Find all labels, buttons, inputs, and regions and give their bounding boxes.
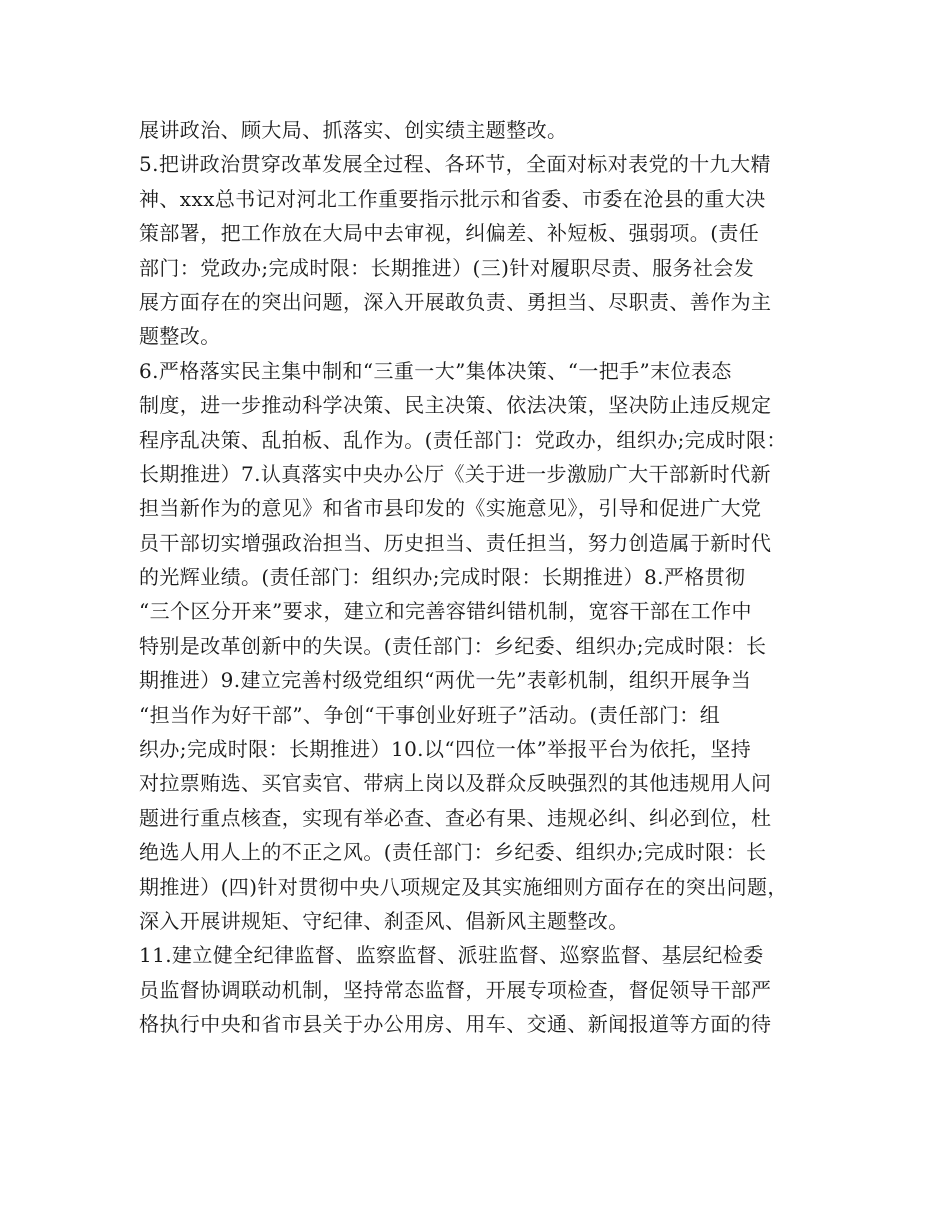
text-line: 深入开展讲规矩、守纪律、刹歪风、倡新风主题整改。 (139, 908, 629, 933)
text-line: 期推进）9.建立完善村级党组织“两优一先”表彰机制，组织开展争当 (139, 668, 752, 693)
text-line: 展方面存在的突出问题，深入开展敢负责、勇担当、尽职责、善作为主 (139, 289, 772, 314)
text-line: “担当作为好干部”、争创“干事创业好班子”活动。(责任部门：组 (139, 702, 721, 727)
text-line: 织办;完成时限：长期推进）10.以“四位一体”举报平台为依托，坚持 (139, 737, 752, 762)
text-line: 6.严格落实民主集中制和“三重一大”集体决策、“一把手”末位表态 (139, 358, 732, 383)
body-text (139, 113, 829, 1042)
text-line: 担当新作为的意见》和省市县印发的《实施意见》，引导和促进广大党 (139, 496, 762, 521)
text-line: 员干部切实增强政治担当、历史担当、责任担当，努力创造属于新时代 (139, 530, 772, 555)
text-line: 部门：党政办;完成时限：长期推进）(三)针对履职尽责、服务社会发 (139, 255, 755, 280)
text-line: 题进行重点核查，实现有举必查、查必有果、违规必纠、纠必到位，杜 (139, 805, 772, 830)
text-line: 的光辉业绩。(责任部门：组织办;完成时限：长期推进）8.严格贯彻 (139, 565, 746, 590)
text-line: 神、xxx总书记对河北工作重要指示批示和省委、市委在沧县的重大决 (139, 186, 766, 211)
text-line: 程序乱决策、乱拍板、乱作为。(责任部门：党政办，组织办;完成时限： (139, 427, 787, 452)
text-line: 格执行中央和省市县关于办公用房、用车、交通、新闻报道等方面的待 (139, 1012, 772, 1037)
text-line: 特别是改革创新中的失误。(责任部门：乡纪委、组织办;完成时限：长 (139, 633, 767, 658)
text-line: 期推进）(四)针对贯彻中央八项规定及其实施细则方面存在的突出问题， (139, 874, 788, 899)
text-line: 制度，进一步推动科学决策、民主决策、依法决策，坚决防止违反规定 (139, 393, 772, 418)
text-line: “三个区分开来”要求，建立和完善容错纠错机制，宽容干部在工作中 (139, 599, 752, 624)
text-line: 11.建立健全纪律监督、监察监督、派驻监督、巡察监督、基层纪检委 (139, 943, 764, 968)
text-line: 题整改。 (139, 324, 221, 349)
text-line: 绝选人用人上的不正之风。(责任部门：乡纪委、组织办;完成时限：长 (139, 840, 767, 865)
text-line: 长期推进）7.认真落实中央办公厅《关于进一步激励广大干部新时代新 (139, 461, 771, 486)
text-line: 员监督协调联动机制，坚持常态监督，开展专项检查，督促领导干部严 (139, 977, 772, 1002)
text-line: 5.把讲政治贯穿改革发展全过程、各环节，全面对标对表党的十九大精 (139, 152, 771, 177)
text-line: 展讲政治、顾大局、抓落实、创实绩主题整改。 (139, 118, 568, 142)
text-line: 对拉票贿选、买官卖官、带病上岗以及群众反映强烈的其他违规用人问 (139, 771, 772, 796)
text-line: 策部署，把工作放在大局中去审视，纠偏差、补短板、强弱项。(责任 (139, 221, 760, 246)
